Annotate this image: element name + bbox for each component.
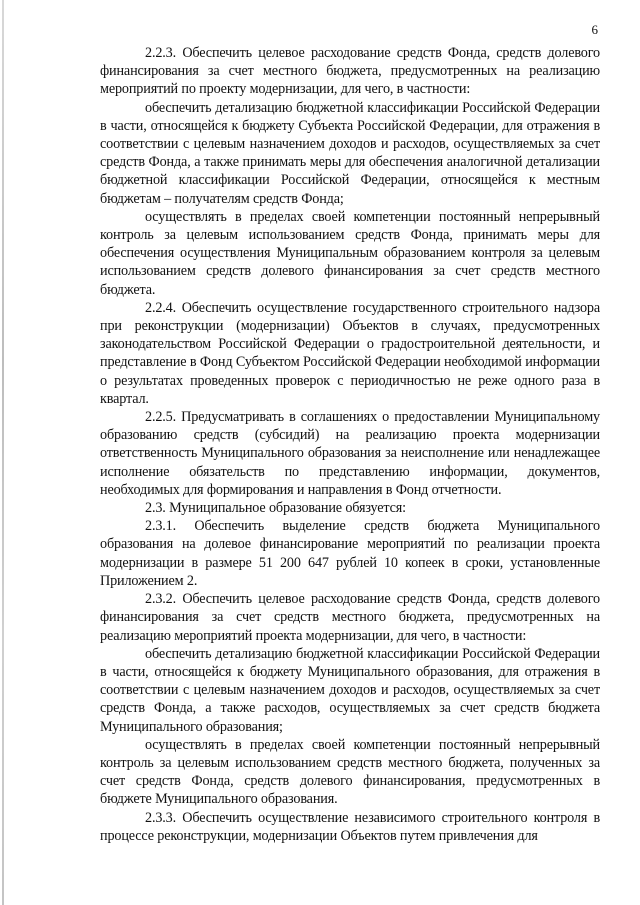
paragraph-2-3-1: 2.3.1. Обеспечить выделение средств бюджета Муниципального образования на долевое финансирование мероприятий по реализации проекта модернизации в размере 51 200 647 рублей 10 копеек в сроки, установленные Приложением 2.	[100, 518, 600, 589]
page-number: 6	[591, 22, 598, 37]
paragraph-2-2-4: 2.2.4. Обеспечить осуществление государственного строительного надзора при реконструкции (модернизации) Объектов в случаях, предусмотренных законодательством Российской Федерации о градостроительной деятельности, и представление в Фонд Субъектом Российской Федерации необходимой информации о результатах проведенных проверок с периодичностью не реже одного раза в квартал.	[100, 299, 600, 407]
paragraph-municipal-classification: обеспечить детализацию бюджетной классификации Российской Федерации в части, относящейся к бюджету Муниципального образования, для отражения в соответствии с целевым назначением доходов и расходов, осуществляемых за счет средств Фонда, а также расходов, осуществляемых за счет средств бюджета Муниципального образования;	[100, 645, 600, 735]
paragraph-2-2-5: 2.2.5. Предусматривать в соглашениях о предоставлении Муниципальному образованию средств (субсидий) на реализацию проекта модернизации ответственность Муниципального образования за неисполнение или ненадлежащее исполнение обязательств по представлению информации, документов, необходимых для формирования и направления в Фонд отчетности.	[100, 409, 600, 498]
document-body	[100, 44, 600, 845]
paragraph-control-subject: осуществлять в пределах своей компетенции постоянный непрерывный контроль за целевым использованием средств Фонда, принимать меры для обеспечения осуществления Муниципальным образованием контроля за целевым использованием средств долевого финансирования за счет средств местного бюджета.	[100, 208, 600, 298]
scan-edge	[2, 0, 4, 905]
paragraph-2-3-3: 2.3.3. Обеспечить осуществление независимого строительного контроля в процессе реконструкции, модернизации Объектов путем привлечения для	[100, 809, 600, 844]
paragraph-control-municipal: осуществлять в пределах своей компетенции постоянный непрерывный контроль за целевым использованием средств местного бюджета, полученных за счет средств Фонда, средств долевого финансирования, предусмотренных в бюджете Муниципального образования.	[100, 736, 600, 808]
paragraph-budget-classification: обеспечить детализацию бюджетной классификации Российской Федерации в части, относящейся к бюджету Субъекта Российской Федерации, для отражения в соответствии с целевым назначением доходов и расходов, осуществляемых за счет средств Фонда, а также принимать меры для обеспечения аналогичной детализации бюджетной классификации Российской Федерации, относящейся к местным бюджетам – получателям средств Фонда;	[100, 99, 600, 207]
paragraph-2-2-3: 2.2.3. Обеспечить целевое расходование средств Фонда, средств долевого финансирования за счет местного бюджета, предусмотренных на реализацию мероприятий по проекту модернизации, для чего, в частности:	[100, 45, 600, 98]
paragraph-2-3-2: 2.3.2. Обеспечить целевое расходование средств Фонда, средств долевого финансирования за счет средств местного бюджета, предусмотренных на реализацию мероприятий проекта модернизации, для чего, в частности:	[100, 591, 600, 644]
paragraph-2-3: 2.3. Муниципальное образование обязуется:	[145, 500, 406, 517]
